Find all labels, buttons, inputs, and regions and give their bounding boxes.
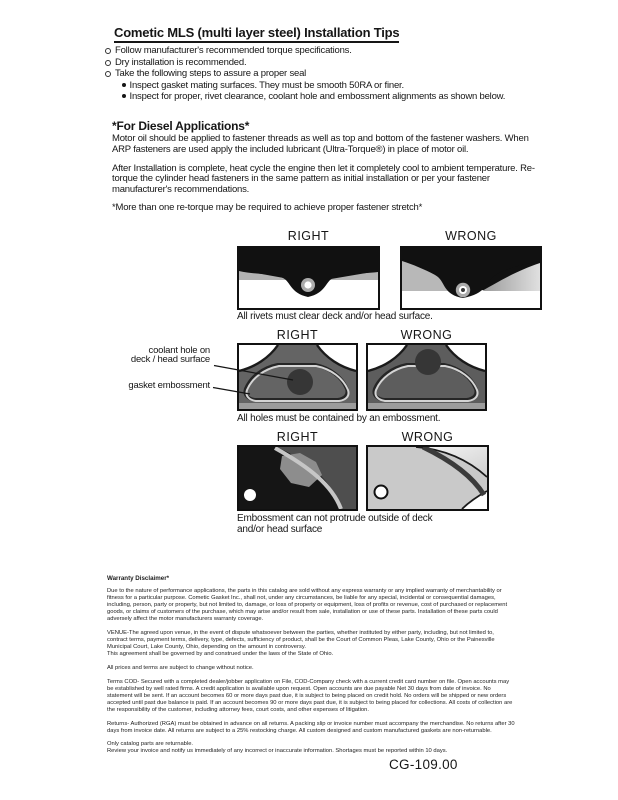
fig3-wrong-panel: [366, 445, 489, 511]
tips-bullet-list: [105, 45, 545, 80]
annotation-line: deck / head surface: [130, 354, 210, 366]
disclaimer-paragraph: Terms COD- Secured with a completed dealer/jobber application on File, COD-Company check with a current credit card number on file. Open accounts may be established by well rated firms. A credit application is available upon request. Open accounts are due payable Net 30 days from date of invoice. No statement will be sent. If an account becomes 60 or more days past due, it is subject to being placed on credit hold. No orders will be shipped or new orders accepted until past due balance is paid. If an account becomes 90 or more days past due, it is subject to being placed for collections. All costs of collection are the responsibility of the customer, including attorney fees, court costs, and other expenses of litigation.: [107, 678, 513, 713]
fig2-caption: All holes must be contained by an embossment.: [237, 413, 441, 424]
bullet-text: Take the following steps to assure a proper seal: [115, 68, 307, 80]
fig1-right-panel: [237, 246, 380, 310]
bullet-text: Inspect gasket mating surfaces. They must be smooth 50RA or finer.: [129, 80, 404, 91]
disclaimer-paragraph: Due to the nature of performance applications, the parts in this catalog are sold without any express warranty or any implied warranty of merchantability or fitness for a particular purpose. Cometic Gasket Inc., shall not, under any circumstances, be liable for any special, incidental or consequential damages, including, person, party or property, but not limited to, damage, or loss of property or equipment, loss of profits or revenue, cost of purchased or replacement goods, or claims of customers of the purchase, which may arise and/or result from sale, installation or use of these parts. Installation of these parts could adversely affect the motor manufacturers warranty coverage.: [107, 588, 508, 623]
gasket-embossment-annotation: [110, 381, 210, 391]
list-item: [105, 68, 545, 80]
coolant-hole-annotation: [110, 346, 210, 365]
retorque-note: *More than one re-torque may be required to achieve proper fastener stretch*: [112, 202, 423, 213]
list-item: [122, 91, 552, 102]
fig3-right-label: RIGHT: [276, 430, 319, 444]
filled-bullet-icon: [122, 94, 126, 98]
tips-sub-bullet-list: [122, 80, 552, 102]
fig2-right-label: RIGHT: [276, 328, 319, 342]
disclaimer-paragraph: VENUE-The agreed upon venue, in the event of dispute whatsoever between the parties, whether instituted by either party, including, but not limited to, contract terms, payment terms, delivery, type, defects, sufficiency of product, shall be the Court of Common Pleas, Lake County, Ohio or the Painesville Municipal Court, Lake County, Ohio, depending on the amount in controversy.: [107, 630, 495, 651]
diesel-paragraph-2: After Installation is complete, heat cycle the engine then let it completely cool to ambient temperature. Re-torque the cylinder head fasteners in the same pattern as initial installation or per your fastener manufacturer's recommendations.: [112, 162, 535, 196]
fig1-right-label: RIGHT: [287, 229, 330, 243]
list-item: [105, 57, 545, 69]
diesel-paragraph-1: Motor oil should be applied to fastener threads as well as top and bottom of the fastener washers. When ARP fasteners are used apply the included lubricant (Ultra-Torque®) in place of motor oil.: [112, 133, 529, 155]
disclaimer-paragraph: Review your invoice and notify us immediately of any incorrect or inaccurate information. Shortages must be reported within 10 days.: [107, 748, 448, 755]
fig2-wrong-label: WRONG: [400, 328, 453, 342]
fig3-caption: [237, 514, 432, 536]
fig3-wrong-label: WRONG: [401, 430, 454, 444]
disclaimer-heading: Warranty Disclaimer*: [107, 575, 170, 582]
fig1-caption: All rivets must clear deck and/or head surface.: [237, 311, 433, 322]
bullet-text: Dry installation is recommended.: [115, 56, 247, 68]
annotation-line: coolant hole on: [148, 344, 210, 356]
list-item: [105, 45, 545, 57]
filled-bullet-icon: [122, 83, 126, 87]
fig2-wrong-panel: [366, 343, 487, 411]
fig1-wrong-panel: [400, 246, 542, 310]
page-code: CG-109.00: [389, 757, 458, 772]
warranty-disclaimer: [107, 575, 515, 762]
list-item: [122, 80, 552, 91]
disclaimer-paragraph: Only catalog parts are returnable.: [107, 741, 194, 748]
fig2-right-panel: [237, 343, 358, 411]
fig1-wrong-label: WRONG: [445, 229, 497, 243]
caption-line: Embossment can not protrude outside of deck: [237, 513, 433, 524]
open-bullet-icon: [105, 71, 111, 77]
caption-line: and/or head surface: [237, 523, 323, 535]
open-bullet-icon: [105, 48, 111, 54]
open-bullet-icon: [105, 60, 111, 66]
fig3-right-panel: [237, 445, 358, 511]
bullet-text: Inspect for proper, rivet clearance, coolant hole and embossment alignments as shown below.: [129, 91, 506, 102]
disclaimer-paragraph: This agreement shall be governed by and construed under the laws of the State of Ohio.: [107, 651, 334, 658]
disclaimer-paragraph: Returns- Authorized (RGA) must be obtained in advance on all returns. A packing slip or invoice number must accompany the merchandise. No returns after 30 days from invoice date. All returns are subject to a 25% restocking charge. All custom designed and custom manufactured gaskets are non-returnable.: [107, 720, 515, 734]
bullet-text: Follow manufacturer's recommended torque specifications.: [115, 45, 352, 56]
annotation-line: gasket embossment: [128, 380, 210, 391]
page-title: Cometic MLS (multi layer steel) Installation Tips: [114, 25, 399, 43]
diesel-heading: *For Diesel Applications*: [112, 119, 250, 133]
disclaimer-paragraph: All prices and terms are subject to change without notice.: [107, 664, 254, 671]
